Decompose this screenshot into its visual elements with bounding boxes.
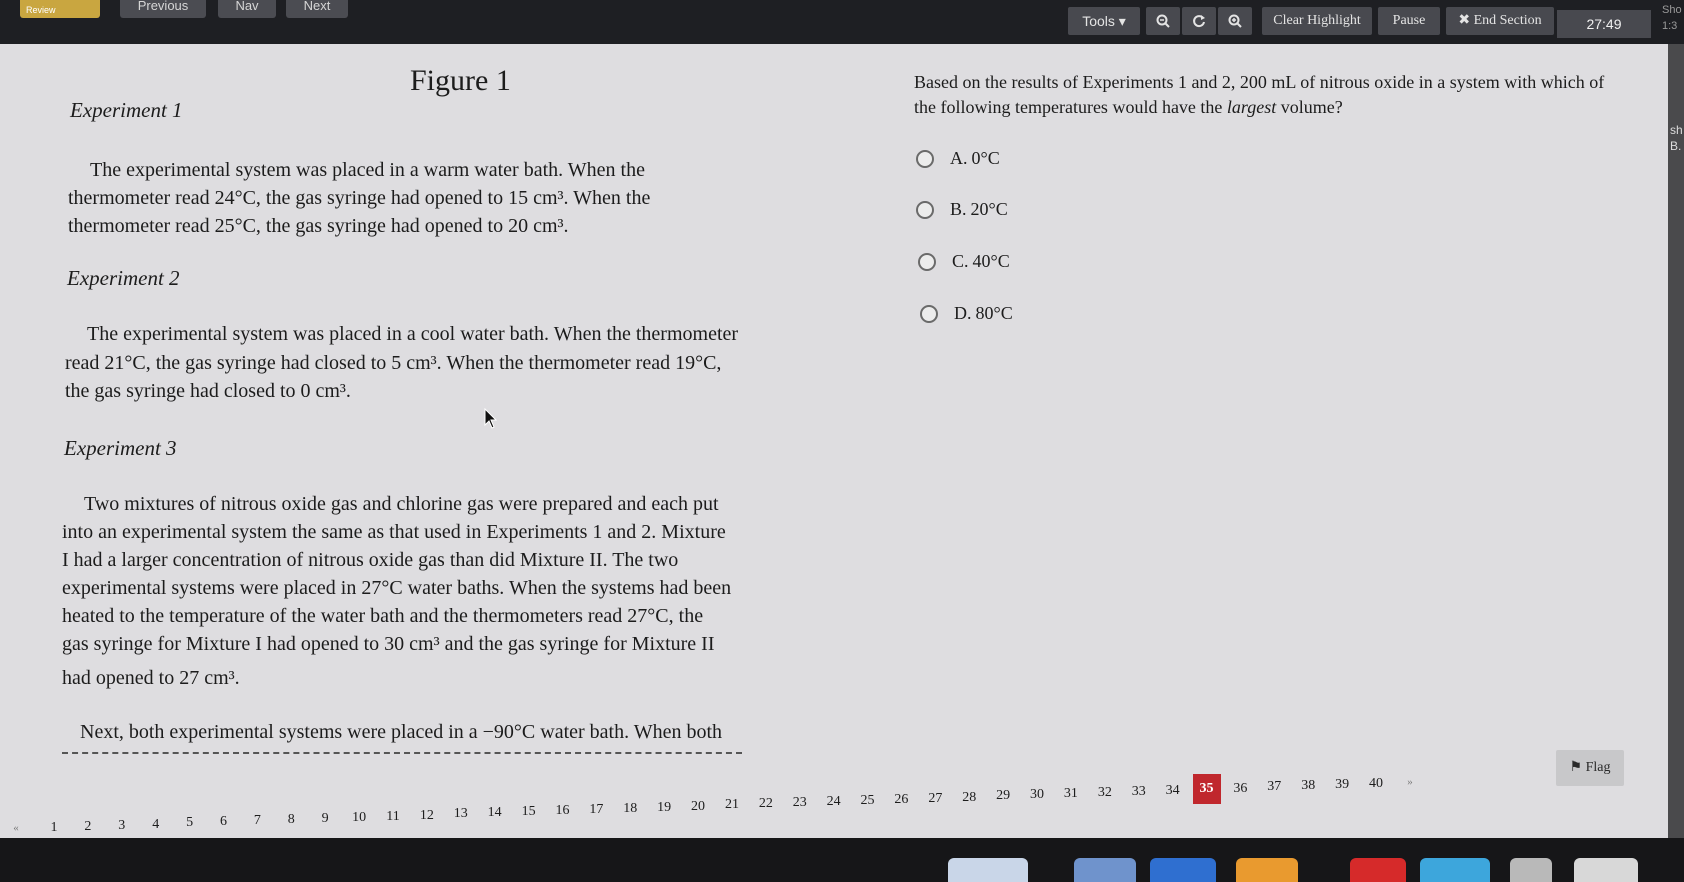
dock-app-1[interactable] bbox=[948, 858, 1028, 882]
choice-d-value: 80°C bbox=[975, 303, 1013, 323]
question-nav-8[interactable]: 8 bbox=[287, 812, 295, 828]
question-nav-21[interactable]: 21 bbox=[724, 797, 739, 813]
question-nav-7[interactable]: 7 bbox=[253, 813, 261, 829]
mouse-cursor-icon bbox=[484, 408, 498, 430]
exp2-line-1: The experimental system was placed in a cool water bath. When the thermometer bbox=[87, 323, 739, 345]
question-nav-17[interactable]: 17 bbox=[589, 801, 604, 817]
timer: 27:49 bbox=[1557, 10, 1651, 38]
choice-b[interactable] bbox=[916, 199, 1008, 220]
exp1-line-2: thermometer read 24°C, the gas syringe had opened to 15 cm³. When the bbox=[68, 187, 651, 209]
question-nav-23[interactable]: 23 bbox=[792, 795, 807, 811]
zoom-out-icon[interactable] bbox=[1146, 7, 1180, 35]
refresh-icon[interactable] bbox=[1182, 7, 1216, 35]
question-nav-11[interactable]: 11 bbox=[386, 808, 400, 824]
question-nav-10[interactable]: 10 bbox=[352, 809, 367, 825]
choice-a-value: 0°C bbox=[971, 148, 1000, 168]
question-nav-33[interactable]: 33 bbox=[1131, 783, 1146, 799]
previous-button[interactable]: Previous bbox=[120, 0, 206, 18]
question-nav-15[interactable]: 15 bbox=[521, 804, 536, 820]
question-nav-5[interactable]: 5 bbox=[186, 815, 194, 831]
question-nav-28[interactable]: 28 bbox=[962, 789, 977, 805]
question-nav-18[interactable]: 18 bbox=[623, 800, 638, 816]
radio-d[interactable] bbox=[920, 305, 938, 323]
top-toolbar bbox=[0, 0, 1684, 44]
question-nav-32[interactable]: 32 bbox=[1097, 785, 1112, 801]
question-nav-30[interactable]: 30 bbox=[1030, 787, 1045, 803]
dock-app-3[interactable] bbox=[1150, 858, 1216, 882]
question-nav-22[interactable]: 22 bbox=[758, 796, 773, 812]
next-paragraph-line: Next, both experimental systems were placed in a −90°C water bath. When both bbox=[80, 721, 723, 743]
exp3-line-7: had opened to 27 cm³. bbox=[62, 667, 240, 689]
question-nav-35[interactable]: 35 bbox=[1193, 774, 1221, 804]
dock-app-8[interactable] bbox=[1574, 858, 1638, 882]
right-edge-panel: sh B. bbox=[1668, 44, 1684, 838]
choice-c-value: 40°C bbox=[972, 251, 1010, 271]
question-nav-2[interactable]: 2 bbox=[84, 818, 92, 834]
question-nav-next[interactable]: » bbox=[1407, 776, 1413, 788]
question-nav-38[interactable]: 38 bbox=[1301, 778, 1316, 794]
experiment-1-heading: Experiment 1 bbox=[70, 98, 183, 122]
figure-title: Figure 1 bbox=[410, 64, 511, 97]
question-nav-31[interactable]: 31 bbox=[1063, 786, 1078, 802]
logo-text: Review bbox=[26, 5, 56, 15]
question-nav-6[interactable]: 6 bbox=[219, 814, 227, 830]
exp2-line-3: the gas syringe had closed to 0 cm³. bbox=[65, 380, 351, 402]
question-nav-34[interactable]: 34 bbox=[1165, 782, 1180, 798]
question-nav-36[interactable]: 36 bbox=[1233, 780, 1248, 796]
choice-d-letter: D. bbox=[954, 303, 972, 323]
question-text: Based on the results of Experiments 1 and 2, 200 mL of nitrous oxide in a system with which of the following temperatures would have the largest volume? bbox=[914, 72, 1605, 117]
question-nav-9[interactable]: 9 bbox=[321, 810, 329, 826]
choice-c[interactable] bbox=[918, 251, 1010, 272]
experiment-2-heading: Experiment 2 bbox=[67, 266, 180, 290]
question-nav-14[interactable]: 14 bbox=[487, 805, 502, 821]
exp3-line-6: gas syringe for Mixture I had opened to 30 cm³ and the gas syringe for Mixture II bbox=[62, 633, 715, 655]
exp3-line-5: heated to the temperature of the water bath and the thermometers read 27°C, the bbox=[62, 605, 704, 627]
radio-c[interactable] bbox=[918, 253, 936, 271]
question-nav-19[interactable]: 19 bbox=[657, 799, 672, 815]
cut-off-line bbox=[62, 748, 742, 754]
question-nav-26[interactable]: 26 bbox=[894, 791, 909, 807]
tools-dropdown[interactable]: Tools ▾ bbox=[1068, 7, 1140, 35]
choice-b-letter: B. bbox=[950, 199, 967, 219]
zoom-in-icon[interactable] bbox=[1218, 7, 1252, 35]
question-nav-37[interactable]: 37 bbox=[1267, 779, 1282, 795]
choice-d[interactable] bbox=[920, 303, 1013, 324]
choice-b-value: 20°C bbox=[970, 199, 1008, 219]
question-nav-3[interactable]: 3 bbox=[118, 817, 126, 833]
question-nav-29[interactable]: 29 bbox=[996, 788, 1011, 804]
exp1-line-1: The experimental system was placed in a warm water bath. When the bbox=[90, 159, 645, 181]
question-nav-27[interactable]: 27 bbox=[928, 790, 943, 806]
pause-button[interactable]: Pause bbox=[1378, 7, 1440, 35]
question-nav-1[interactable]: 1 bbox=[50, 820, 58, 835]
question-nav-24[interactable]: 24 bbox=[826, 794, 841, 810]
app-logo bbox=[20, 0, 100, 18]
question-nav-prev[interactable]: « bbox=[13, 822, 19, 834]
question-nav-20[interactable]: 20 bbox=[691, 798, 706, 814]
dock-app-7[interactable] bbox=[1510, 858, 1552, 882]
dock-app-5[interactable] bbox=[1350, 858, 1406, 882]
choice-a-letter: A. bbox=[950, 148, 968, 168]
question-nav-16[interactable]: 16 bbox=[555, 803, 570, 819]
exp3-line-4: experimental systems were placed in 27°C water baths. When the systems had been bbox=[62, 577, 732, 599]
radio-b[interactable] bbox=[916, 201, 934, 219]
choice-c-letter: C. bbox=[952, 251, 969, 271]
end-section-button[interactable]: ✖ End Section bbox=[1446, 7, 1554, 35]
dock-app-6[interactable] bbox=[1420, 858, 1490, 882]
question-nav-13[interactable]: 13 bbox=[453, 806, 468, 822]
edge-text: Sho 1:3 bbox=[1662, 4, 1682, 32]
question-nav-12[interactable]: 12 bbox=[419, 807, 434, 823]
exp3-line-3: I had a larger concentration of nitrous oxide gas than did Mixture II. The two bbox=[62, 549, 679, 571]
next-button[interactable]: Next bbox=[286, 0, 348, 18]
choice-a[interactable] bbox=[916, 148, 1000, 169]
dock-app-2[interactable] bbox=[1074, 858, 1136, 882]
question-nav-25[interactable]: 25 bbox=[860, 792, 875, 808]
question-nav-40[interactable]: 40 bbox=[1369, 776, 1383, 791]
flag-button[interactable]: ⚑ Flag bbox=[1556, 750, 1624, 786]
nav-button[interactable]: Nav bbox=[218, 0, 276, 18]
question-nav-4[interactable]: 4 bbox=[152, 816, 160, 832]
exp3-line-1: Two mixtures of nitrous oxide gas and chlorine gas were prepared and each put bbox=[84, 493, 719, 515]
experiment-3-heading: Experiment 3 bbox=[64, 436, 177, 460]
question-nav-39[interactable]: 39 bbox=[1335, 777, 1350, 793]
radio-a[interactable] bbox=[916, 150, 934, 168]
exp3-line-2: into an experimental system the same as that used in Experiments 1 and 2. Mixture bbox=[62, 521, 726, 543]
exp2-line-2: read 21°C, the gas syringe had closed to 5 cm³. When the thermometer read 19°C, bbox=[65, 352, 722, 374]
dock-app-4[interactable] bbox=[1236, 858, 1298, 882]
clear-highlight-button[interactable]: Clear Highlight bbox=[1262, 7, 1372, 35]
exp1-line-3: thermometer read 25°C, the gas syringe had opened to 20 cm³. bbox=[68, 215, 569, 237]
